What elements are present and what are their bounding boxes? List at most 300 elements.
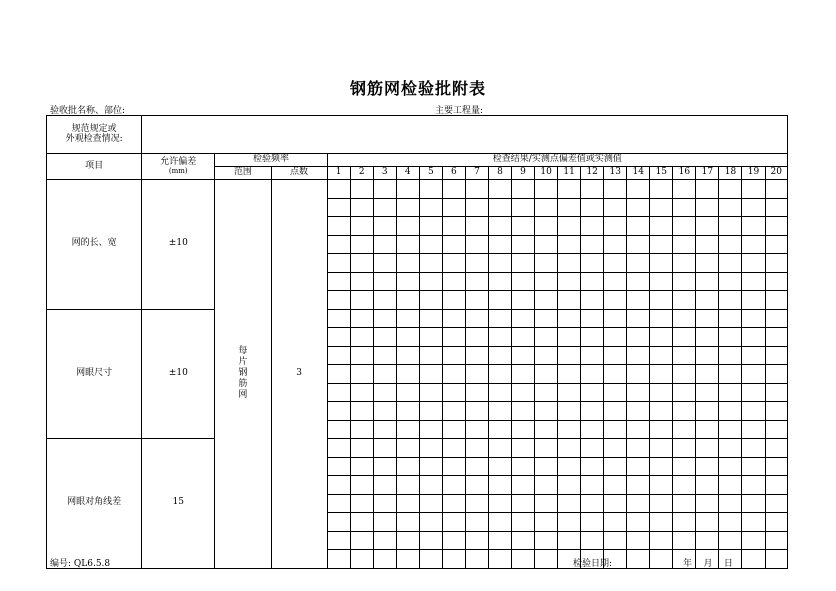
result-cell[interactable] [627,180,650,199]
result-cell[interactable] [442,550,465,569]
result-cell[interactable] [719,217,742,236]
result-cell[interactable] [673,309,696,328]
result-cell[interactable] [488,291,511,310]
result-cell[interactable] [512,513,535,532]
result-cell[interactable] [535,309,558,328]
result-cell[interactable] [488,217,511,236]
result-cell[interactable] [581,217,604,236]
result-cell[interactable] [673,439,696,458]
result-cell[interactable] [535,198,558,217]
result-cell[interactable] [581,439,604,458]
result-cell[interactable] [465,254,488,273]
result-cell[interactable] [650,346,673,365]
result-cell[interactable] [673,291,696,310]
result-cell[interactable] [512,402,535,421]
result-cell[interactable] [419,513,442,532]
result-cell[interactable] [419,291,442,310]
result-cell[interactable] [419,198,442,217]
result-cell[interactable] [350,217,373,236]
result-cell[interactable] [327,476,350,495]
result-cell[interactable] [535,235,558,254]
result-cell[interactable] [396,198,419,217]
result-cell[interactable] [604,291,627,310]
result-cell[interactable] [650,494,673,513]
result-cell[interactable] [442,420,465,439]
result-cell[interactable] [442,235,465,254]
result-cell[interactable] [512,217,535,236]
result-cell[interactable] [419,217,442,236]
result-cell[interactable] [696,180,719,199]
result-cell[interactable] [650,383,673,402]
result-cell[interactable] [535,346,558,365]
result-cell[interactable] [558,272,581,291]
result-cell[interactable] [350,531,373,550]
result-cell[interactable] [742,198,765,217]
result-cell[interactable] [442,439,465,458]
result-cell[interactable] [765,402,787,421]
result-cell[interactable] [512,235,535,254]
result-cell[interactable] [558,439,581,458]
result-cell[interactable] [350,494,373,513]
result-cell[interactable] [604,272,627,291]
result-cell[interactable] [512,383,535,402]
result-cell[interactable] [373,309,396,328]
result-cell[interactable] [396,272,419,291]
result-cell[interactable] [465,476,488,495]
result-cell[interactable] [535,420,558,439]
result-cell[interactable] [627,402,650,421]
result-cell[interactable] [627,383,650,402]
result-cell[interactable] [512,365,535,384]
result-cell[interactable] [627,531,650,550]
result-cell[interactable] [396,235,419,254]
result-cell[interactable] [650,309,673,328]
result-cell[interactable] [650,402,673,421]
result-cell[interactable] [765,217,787,236]
result-cell[interactable] [765,476,787,495]
result-cell[interactable] [373,217,396,236]
result-cell[interactable] [765,328,787,347]
result-cell[interactable] [719,328,742,347]
result-cell[interactable] [765,309,787,328]
result-cell[interactable] [442,494,465,513]
result-cell[interactable] [673,420,696,439]
result-cell[interactable] [558,291,581,310]
result-cell[interactable] [604,457,627,476]
result-cell[interactable] [488,476,511,495]
result-cell[interactable] [650,217,673,236]
result-cell[interactable] [327,402,350,421]
result-cell[interactable] [442,513,465,532]
result-cell[interactable] [327,531,350,550]
result-cell[interactable] [765,457,787,476]
result-cell[interactable] [696,420,719,439]
result-cell[interactable] [488,550,511,569]
result-cell[interactable] [465,346,488,365]
result-cell[interactable] [488,254,511,273]
result-cell[interactable] [396,180,419,199]
result-cell[interactable] [673,365,696,384]
result-cell[interactable] [558,328,581,347]
result-cell[interactable] [465,272,488,291]
result-cell[interactable] [719,383,742,402]
result-cell[interactable] [419,457,442,476]
result-cell[interactable] [465,457,488,476]
result-cell[interactable] [419,346,442,365]
result-cell[interactable] [512,531,535,550]
result-cell[interactable] [696,365,719,384]
result-cell[interactable] [558,235,581,254]
result-cell[interactable] [650,365,673,384]
result-cell[interactable] [535,457,558,476]
result-cell[interactable] [488,420,511,439]
result-cell[interactable] [650,235,673,254]
result-cell[interactable] [327,494,350,513]
result-cell[interactable] [719,254,742,273]
result-cell[interactable] [696,291,719,310]
result-cell[interactable] [673,531,696,550]
result-cell[interactable] [512,291,535,310]
result-cell[interactable] [696,513,719,532]
result-cell[interactable] [535,217,558,236]
result-cell[interactable] [465,420,488,439]
result-cell[interactable] [442,457,465,476]
result-cell[interactable] [442,309,465,328]
result-cell[interactable] [419,420,442,439]
result-cell[interactable] [465,328,488,347]
result-cell[interactable] [419,180,442,199]
result-cell[interactable] [465,235,488,254]
result-cell[interactable] [373,383,396,402]
result-cell[interactable] [742,291,765,310]
result-cell[interactable] [558,217,581,236]
result-cell[interactable] [604,494,627,513]
result-cell[interactable] [465,383,488,402]
result-cell[interactable] [373,439,396,458]
result-cell[interactable] [512,420,535,439]
result-cell[interactable] [419,439,442,458]
result-cell[interactable] [535,476,558,495]
result-cell[interactable] [396,457,419,476]
result-cell[interactable] [604,402,627,421]
result-cell[interactable] [604,365,627,384]
result-cell[interactable] [512,494,535,513]
result-cell[interactable] [396,217,419,236]
result-cell[interactable] [558,254,581,273]
result-cell[interactable] [581,476,604,495]
result-cell[interactable] [535,180,558,199]
spec-content-cell[interactable] [142,116,788,154]
result-cell[interactable] [512,309,535,328]
result-cell[interactable] [465,365,488,384]
result-cell[interactable] [442,531,465,550]
result-cell[interactable] [719,457,742,476]
result-cell[interactable] [581,235,604,254]
result-cell[interactable] [465,439,488,458]
result-cell[interactable] [442,291,465,310]
result-cell[interactable] [558,457,581,476]
result-cell[interactable] [465,217,488,236]
result-cell[interactable] [419,383,442,402]
result-cell[interactable] [488,198,511,217]
result-cell[interactable] [373,550,396,569]
result-cell[interactable] [627,309,650,328]
result-cell[interactable] [535,550,558,569]
result-cell[interactable] [696,254,719,273]
result-cell[interactable] [535,494,558,513]
result-cell[interactable] [765,198,787,217]
result-cell[interactable] [558,420,581,439]
result-cell[interactable] [350,476,373,495]
result-cell[interactable] [581,494,604,513]
result-cell[interactable] [719,476,742,495]
result-cell[interactable] [719,494,742,513]
result-cell[interactable] [488,383,511,402]
result-cell[interactable] [350,439,373,458]
result-cell[interactable] [535,383,558,402]
result-cell[interactable] [327,235,350,254]
result-cell[interactable] [327,254,350,273]
result-cell[interactable] [512,198,535,217]
result-cell[interactable] [765,420,787,439]
result-cell[interactable] [673,513,696,532]
result-cell[interactable] [719,235,742,254]
result-cell[interactable] [765,254,787,273]
result-cell[interactable] [512,272,535,291]
result-cell[interactable] [488,402,511,421]
result-cell[interactable] [488,513,511,532]
result-cell[interactable] [696,309,719,328]
result-cell[interactable] [488,439,511,458]
result-cell[interactable] [673,272,696,291]
result-cell[interactable] [488,180,511,199]
result-cell[interactable] [719,420,742,439]
result-cell[interactable] [535,439,558,458]
result-cell[interactable] [350,235,373,254]
result-cell[interactable] [350,550,373,569]
result-cell[interactable] [627,439,650,458]
result-cell[interactable] [627,254,650,273]
result-cell[interactable] [581,402,604,421]
result-cell[interactable] [627,476,650,495]
result-cell[interactable] [419,531,442,550]
result-cell[interactable] [696,328,719,347]
result-cell[interactable] [604,513,627,532]
result-cell[interactable] [581,365,604,384]
result-cell[interactable] [350,198,373,217]
result-cell[interactable] [627,198,650,217]
result-cell[interactable] [558,513,581,532]
result-cell[interactable] [419,254,442,273]
result-cell[interactable] [396,291,419,310]
result-cell[interactable] [627,457,650,476]
result-cell[interactable] [696,439,719,458]
result-cell[interactable] [673,346,696,365]
result-cell[interactable] [327,346,350,365]
result-cell[interactable] [396,494,419,513]
result-cell[interactable] [696,494,719,513]
result-cell[interactable] [558,309,581,328]
result-cell[interactable] [396,439,419,458]
result-cell[interactable] [719,180,742,199]
result-cell[interactable] [604,383,627,402]
result-cell[interactable] [350,180,373,199]
result-cell[interactable] [742,217,765,236]
result-cell[interactable] [488,531,511,550]
result-cell[interactable] [396,365,419,384]
result-cell[interactable] [742,272,765,291]
result-cell[interactable] [673,457,696,476]
result-cell[interactable] [419,550,442,569]
result-cell[interactable] [350,365,373,384]
result-cell[interactable] [627,365,650,384]
result-cell[interactable] [350,402,373,421]
result-cell[interactable] [535,402,558,421]
result-cell[interactable] [604,439,627,458]
result-cell[interactable] [373,365,396,384]
result-cell[interactable] [373,513,396,532]
result-cell[interactable] [558,531,581,550]
result-cell[interactable] [350,420,373,439]
result-cell[interactable] [742,494,765,513]
result-cell[interactable] [627,420,650,439]
result-cell[interactable] [512,328,535,347]
result-cell[interactable] [488,328,511,347]
result-cell[interactable] [742,254,765,273]
result-cell[interactable] [742,328,765,347]
result-cell[interactable] [512,550,535,569]
result-cell[interactable] [419,328,442,347]
result-cell[interactable] [696,383,719,402]
result-cell[interactable] [627,550,650,569]
result-cell[interactable] [581,309,604,328]
result-cell[interactable] [581,383,604,402]
result-cell[interactable] [373,235,396,254]
result-cell[interactable] [673,328,696,347]
result-cell[interactable] [442,180,465,199]
result-cell[interactable] [465,494,488,513]
result-cell[interactable] [396,254,419,273]
result-cell[interactable] [373,476,396,495]
result-cell[interactable] [719,365,742,384]
result-cell[interactable] [765,180,787,199]
result-cell[interactable] [373,402,396,421]
result-cell[interactable] [627,272,650,291]
result-cell[interactable] [396,309,419,328]
result-cell[interactable] [327,383,350,402]
result-cell[interactable] [765,513,787,532]
result-cell[interactable] [742,513,765,532]
result-cell[interactable] [419,235,442,254]
result-cell[interactable] [442,365,465,384]
result-cell[interactable] [396,346,419,365]
result-cell[interactable] [558,198,581,217]
result-cell[interactable] [604,328,627,347]
result-cell[interactable] [350,457,373,476]
result-cell[interactable] [442,254,465,273]
result-cell[interactable] [396,476,419,495]
result-cell[interactable] [765,346,787,365]
result-cell[interactable] [535,328,558,347]
result-cell[interactable] [488,346,511,365]
result-cell[interactable] [373,328,396,347]
result-cell[interactable] [512,439,535,458]
result-cell[interactable] [488,272,511,291]
result-cell[interactable] [327,550,350,569]
result-cell[interactable] [742,235,765,254]
result-cell[interactable] [581,531,604,550]
result-cell[interactable] [442,328,465,347]
result-cell[interactable] [396,420,419,439]
result-cell[interactable] [465,402,488,421]
result-cell[interactable] [604,476,627,495]
result-cell[interactable] [650,531,673,550]
result-cell[interactable] [742,439,765,458]
result-cell[interactable] [765,235,787,254]
result-cell[interactable] [742,402,765,421]
result-cell[interactable] [581,198,604,217]
result-cell[interactable] [604,346,627,365]
result-cell[interactable] [673,402,696,421]
result-cell[interactable] [535,365,558,384]
result-cell[interactable] [327,439,350,458]
result-cell[interactable] [696,476,719,495]
result-cell[interactable] [673,383,696,402]
result-cell[interactable] [604,420,627,439]
result-cell[interactable] [373,457,396,476]
result-cell[interactable] [419,402,442,421]
result-cell[interactable] [327,309,350,328]
result-cell[interactable] [396,328,419,347]
result-cell[interactable] [327,291,350,310]
result-cell[interactable] [327,217,350,236]
result-cell[interactable] [558,346,581,365]
result-cell[interactable] [535,272,558,291]
result-cell[interactable] [581,420,604,439]
result-cell[interactable] [673,235,696,254]
result-cell[interactable] [396,550,419,569]
result-cell[interactable] [742,365,765,384]
result-cell[interactable] [627,346,650,365]
result-cell[interactable] [650,476,673,495]
result-cell[interactable] [512,346,535,365]
result-cell[interactable] [535,254,558,273]
result-cell[interactable] [535,291,558,310]
result-cell[interactable] [442,476,465,495]
result-cell[interactable] [765,383,787,402]
result-cell[interactable] [442,383,465,402]
result-cell[interactable] [512,476,535,495]
result-cell[interactable] [373,346,396,365]
result-cell[interactable] [765,272,787,291]
result-cell[interactable] [765,291,787,310]
result-cell[interactable] [604,180,627,199]
result-cell[interactable] [512,457,535,476]
result-cell[interactable] [650,550,673,569]
result-cell[interactable] [650,180,673,199]
result-cell[interactable] [396,531,419,550]
result-cell[interactable] [465,180,488,199]
result-cell[interactable] [604,217,627,236]
result-cell[interactable] [442,198,465,217]
result-cell[interactable] [350,272,373,291]
result-cell[interactable] [742,550,765,569]
result-cell[interactable] [419,476,442,495]
result-cell[interactable] [419,365,442,384]
result-cell[interactable] [719,309,742,328]
result-cell[interactable] [696,235,719,254]
result-cell[interactable] [742,531,765,550]
